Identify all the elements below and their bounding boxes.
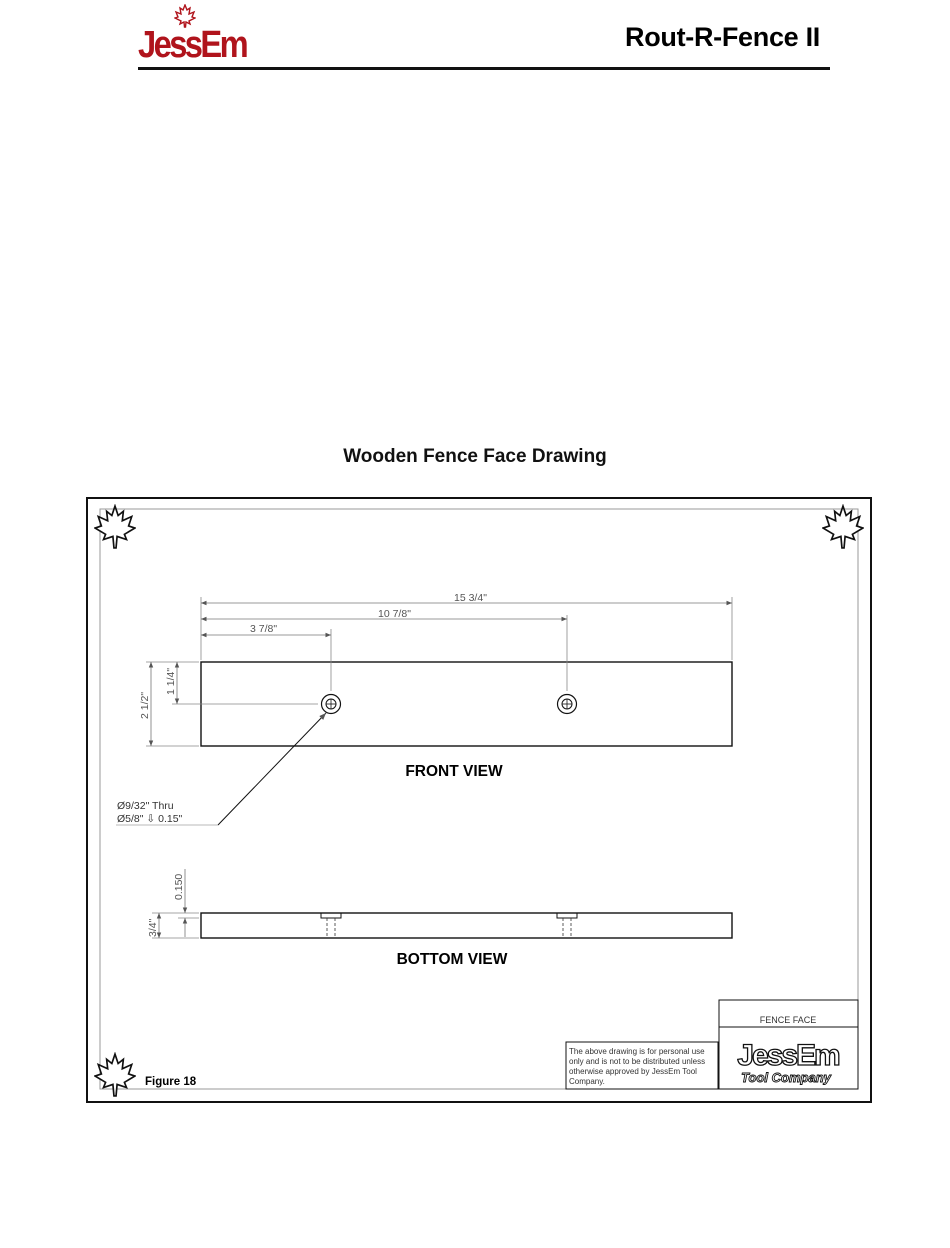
front-view-label: FRONT VIEW <box>405 763 503 780</box>
fence-face-bottom <box>201 913 732 938</box>
front-view <box>116 592 732 825</box>
dim-counterbore-depth: 0.150 <box>173 873 185 900</box>
title-block <box>719 1000 858 1089</box>
drawing-sheet <box>86 497 872 1103</box>
dim-second-hole: 10 7/8" <box>378 608 411 620</box>
notice-line: otherwise approved by JessEm Tool <box>569 1067 697 1076</box>
hole-left <box>322 695 341 714</box>
sheet-outer-border <box>87 498 871 1102</box>
company-logo: JessEm <box>737 1039 839 1072</box>
header-divider <box>138 67 830 70</box>
hole-callout-line1: Ø9/32" Thru <box>117 800 174 812</box>
notice-line: only and is not to be distributed unless <box>569 1057 706 1066</box>
brand-wordmark: JessEm <box>138 24 247 66</box>
maple-leaf-icon <box>823 506 863 548</box>
notice-line: Company. <box>569 1077 605 1086</box>
drawing-title: Wooden Fence Face Drawing <box>343 446 607 467</box>
hole-leader-line <box>218 713 326 825</box>
bottom-view <box>147 869 732 968</box>
dim-thickness: 3/4" <box>147 918 159 937</box>
document-title: Rout-R-Fence II <box>625 22 820 52</box>
hole-right <box>558 695 577 714</box>
dim-overall-length: 15 3/4" <box>454 592 487 604</box>
dim-overall-height: 2 1/2" <box>139 691 151 719</box>
jessem-logo <box>138 4 258 70</box>
part-name: FENCE FACE <box>759 1015 817 1025</box>
dim-hole-height: 1 1/4" <box>165 667 177 695</box>
notice-line: The above drawing is for personal use <box>569 1047 705 1056</box>
bottom-view-label: BOTTOM VIEW <box>396 951 508 968</box>
maple-leaf-icon <box>95 506 135 548</box>
hole-callout-line2: Ø5/8" ⇩ 0.15" <box>117 813 183 825</box>
figure-label: Figure 18 <box>145 1076 197 1088</box>
company-subtitle: Tool Company <box>741 1070 831 1085</box>
usage-notice <box>566 1042 718 1089</box>
maple-leaf-icon <box>95 1054 135 1096</box>
dim-first-hole: 3 7/8" <box>250 623 278 635</box>
